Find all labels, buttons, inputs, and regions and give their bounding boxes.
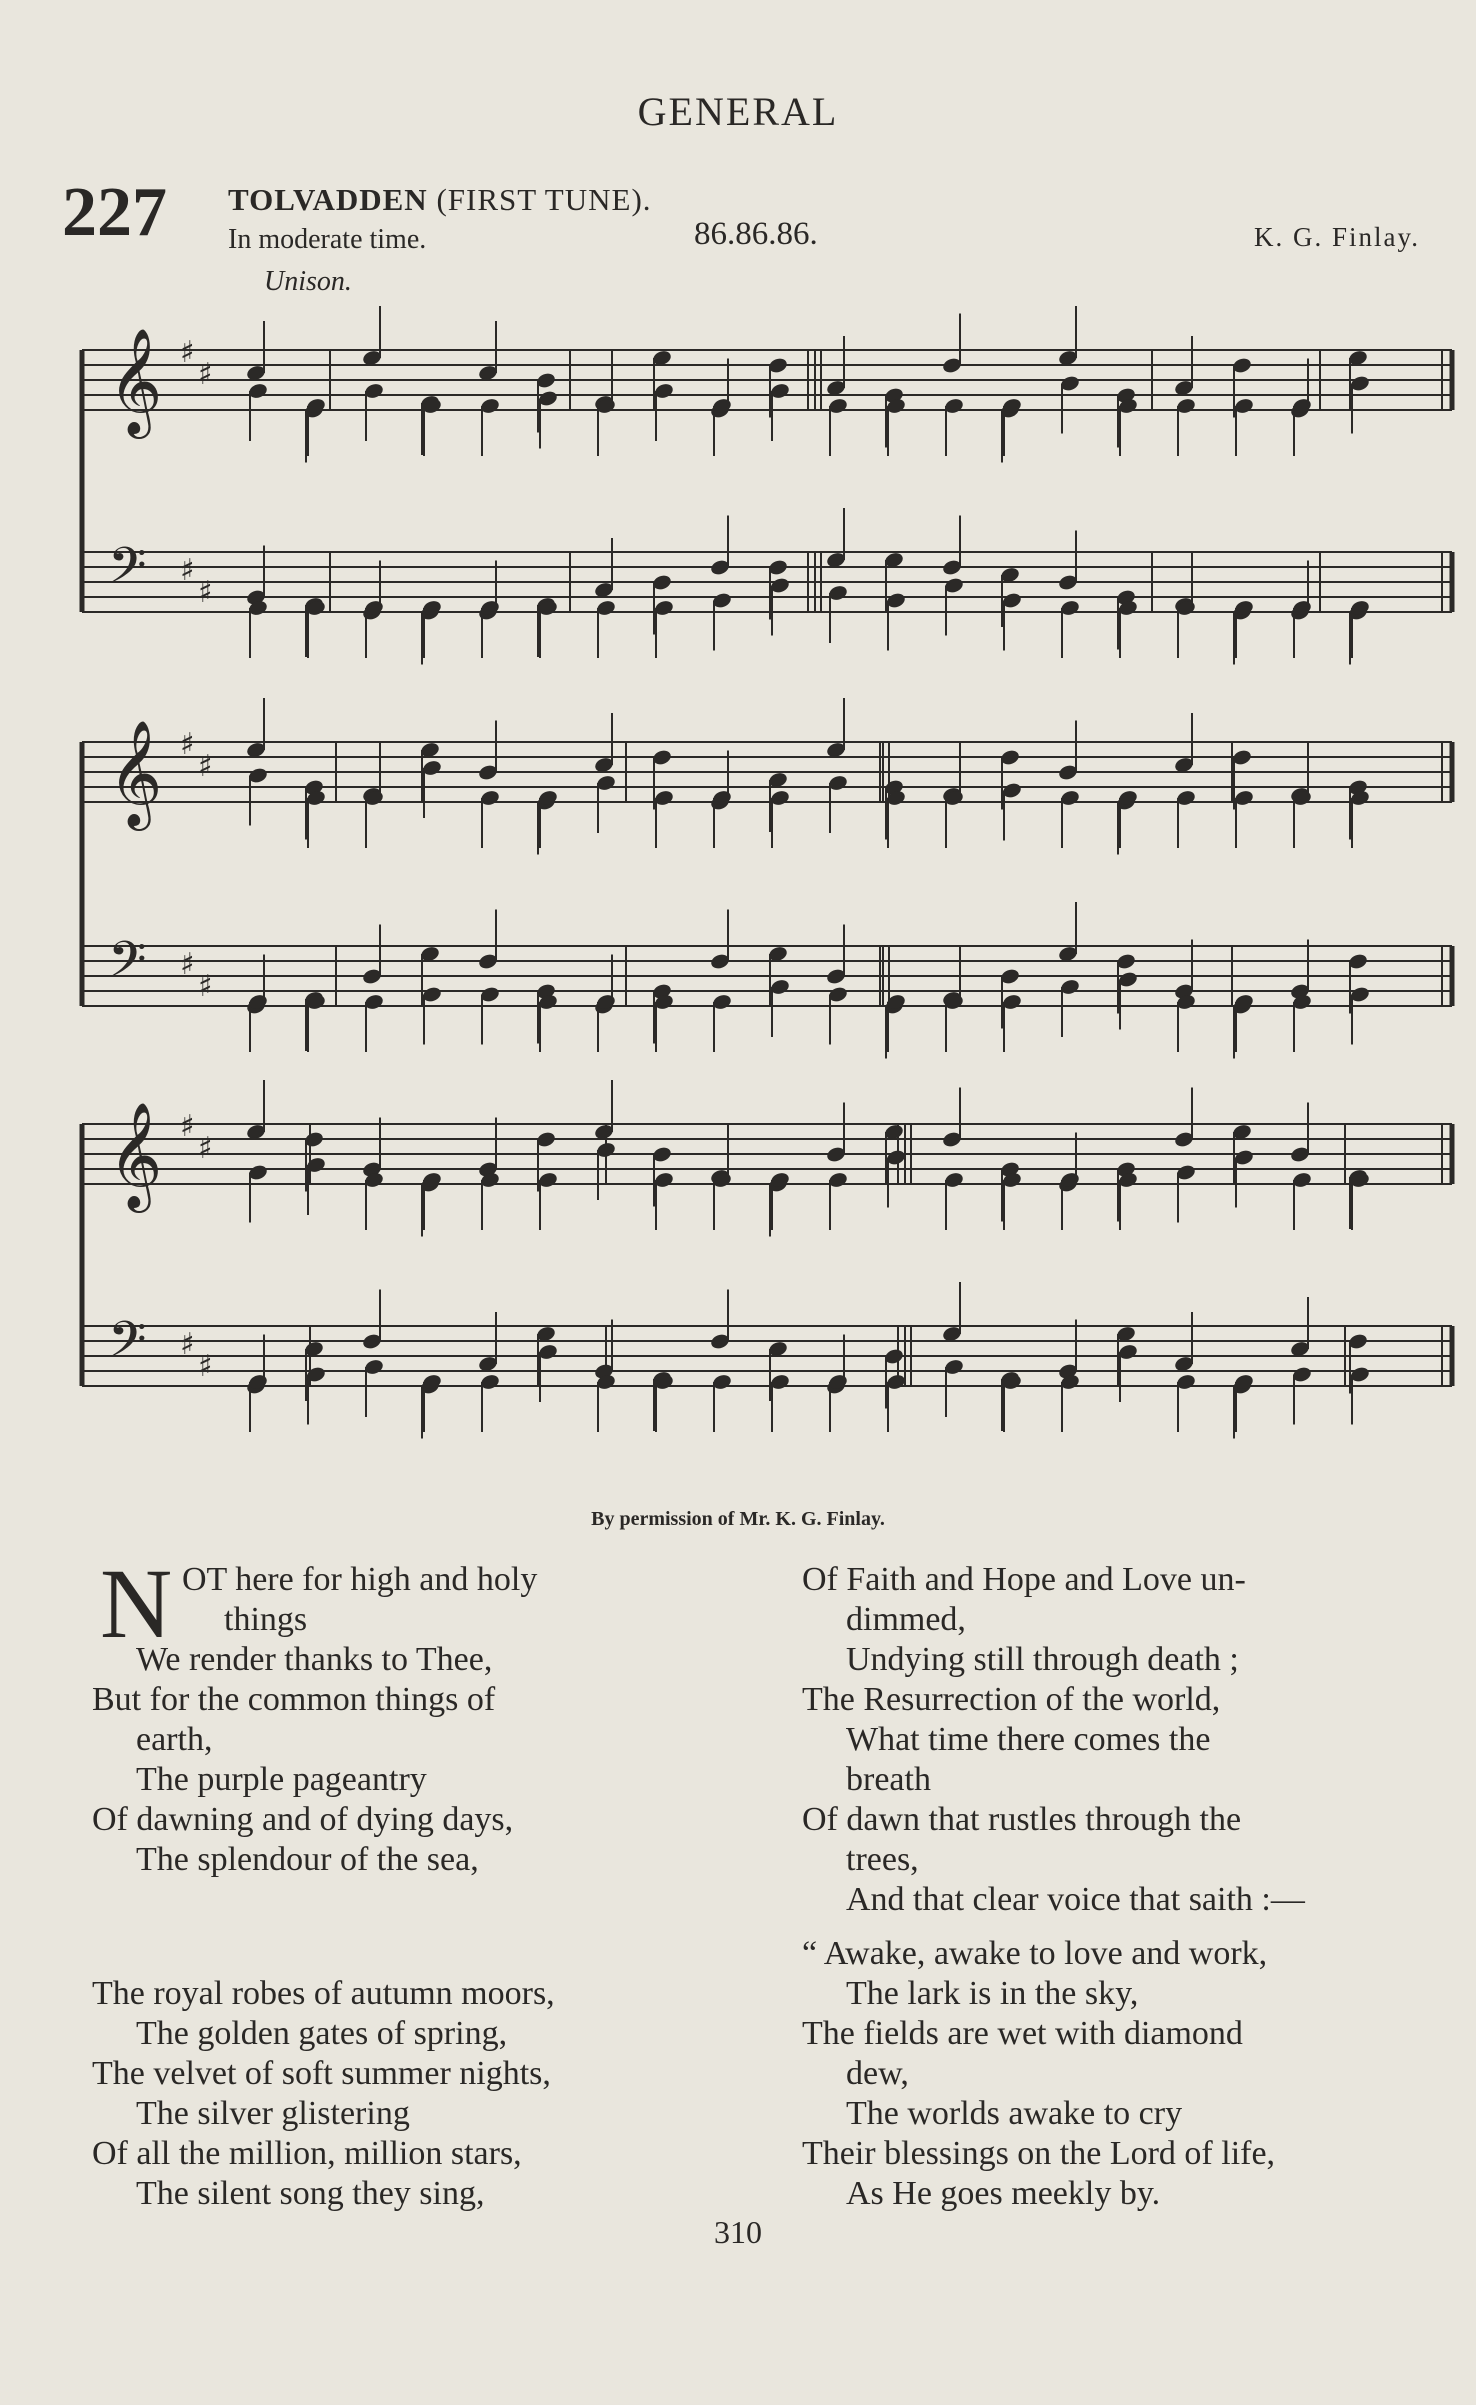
sharp-sign: ♯ <box>198 1131 213 1166</box>
verse-2-line-3: The velvet of soft summer nights, <box>92 2055 551 2092</box>
composer: K. G. Finlay. <box>1254 222 1420 252</box>
tempo-marking: In moderate time. <box>228 224 427 255</box>
verse-4-line-6: As He goes meekly by. <box>846 2175 1161 2212</box>
sharp-sign: ♯ <box>180 727 195 762</box>
verse-3-line-5b: trees, <box>846 1841 919 1878</box>
verse-2-line-5: Of all the million, million stars, <box>92 2135 522 2172</box>
verse-2-line-2: The golden gates of spring, <box>136 2015 508 2052</box>
verse-2 <box>92 1974 748 2214</box>
verse-1-line-6: The splendour of the sea, <box>136 1841 479 1878</box>
bass-clef: 𝄢 <box>108 1311 147 1381</box>
verse-3-line-3: The Resurrection of the world, <box>802 1681 1221 1718</box>
sharp-sign: ♯ <box>180 947 195 982</box>
sharp-sign: ♯ <box>180 1327 195 1362</box>
sharp-sign: ♯ <box>180 553 195 588</box>
sharp-sign: ♯ <box>198 1349 213 1384</box>
verse-1 <box>92 1640 748 1880</box>
tune-name-qualifier: (FIRST TUNE). <box>436 182 652 217</box>
performance-note: Unison. <box>264 266 352 297</box>
verse-4 <box>802 1934 1458 2214</box>
verse-4-line-1: “ Awake, awake to love and work, <box>802 1935 1268 1972</box>
verse-4-line-3a: The fields are wet with diamond <box>802 2015 1243 2052</box>
drop-cap: N <box>100 1548 173 1659</box>
verse-3-line-6: And that clear voice that saith :— <box>846 1881 1305 1918</box>
hymn-number: 227 <box>62 174 167 251</box>
verse-4-line-2: The lark is in the sky, <box>846 1975 1139 2012</box>
verse-1-first-line <box>182 1560 748 1640</box>
sharp-sign: ♯ <box>198 969 213 1004</box>
verse-1-line-2: We render thanks to Thee, <box>136 1641 493 1678</box>
treble-clef: 𝄞 <box>108 327 163 434</box>
sharp-sign: ♯ <box>180 335 195 370</box>
verse-2-line-1: The royal robes of autumn moors, <box>92 1975 555 2012</box>
bass-clef: 𝄢 <box>108 537 147 607</box>
verse-3-line-1a: Of Faith and Hope and Love un- <box>802 1561 1246 1598</box>
verse-4-line-3b: dew, <box>846 2055 909 2092</box>
sharp-sign: ♯ <box>198 357 213 392</box>
sharp-sign: ♯ <box>198 749 213 784</box>
sharp-sign: ♯ <box>180 1109 195 1144</box>
page-number: 310 <box>714 2214 762 2250</box>
verse-1-line-4: The purple pageantry <box>136 1761 427 1798</box>
verse-1-line-3b: earth, <box>136 1721 213 1758</box>
verse-1-line-3a: But for the common things of <box>92 1681 496 1718</box>
verse-line <box>182 1560 748 1600</box>
verse-3-line-1b: dimmed, <box>846 1601 966 1638</box>
verse-1-line-1a: OT here for high and holy <box>182 1561 538 1598</box>
verse-3-line-4a: What time there comes the <box>846 1721 1211 1758</box>
verse-3-line-2: Undying still through death ; <box>846 1641 1239 1678</box>
sharp-sign: ♯ <box>198 575 213 610</box>
verse-2-line-4: The silver glistering <box>136 2095 410 2132</box>
running-head: GENERAL <box>637 89 839 134</box>
verse-3-line-5a: Of dawn that rustles through the <box>802 1801 1242 1838</box>
treble-clef: 𝄞 <box>108 719 163 826</box>
verse-2-line-6: The silent song they sing, <box>136 2175 485 2212</box>
meter: 86.86.86. <box>694 216 818 252</box>
tune-name-main: TOLVADDEN <box>228 182 428 217</box>
verse-1-line-5: Of dawning and of dying days, <box>92 1801 514 1838</box>
verse-4-line-5: Their blessings on the Lord of life, <box>802 2135 1276 2172</box>
bass-clef: 𝄢 <box>108 931 147 1001</box>
verse-4-line-4: The worlds awake to cry <box>846 2095 1183 2132</box>
permission-note: By permission of Mr. K. G. Finlay. <box>591 1508 885 1530</box>
verse-3-line-4b: breath <box>846 1761 931 1798</box>
verse-3 <box>802 1560 1458 1920</box>
treble-clef: 𝄞 <box>108 1101 163 1208</box>
verse-1-line-1b: things <box>224 1601 308 1638</box>
